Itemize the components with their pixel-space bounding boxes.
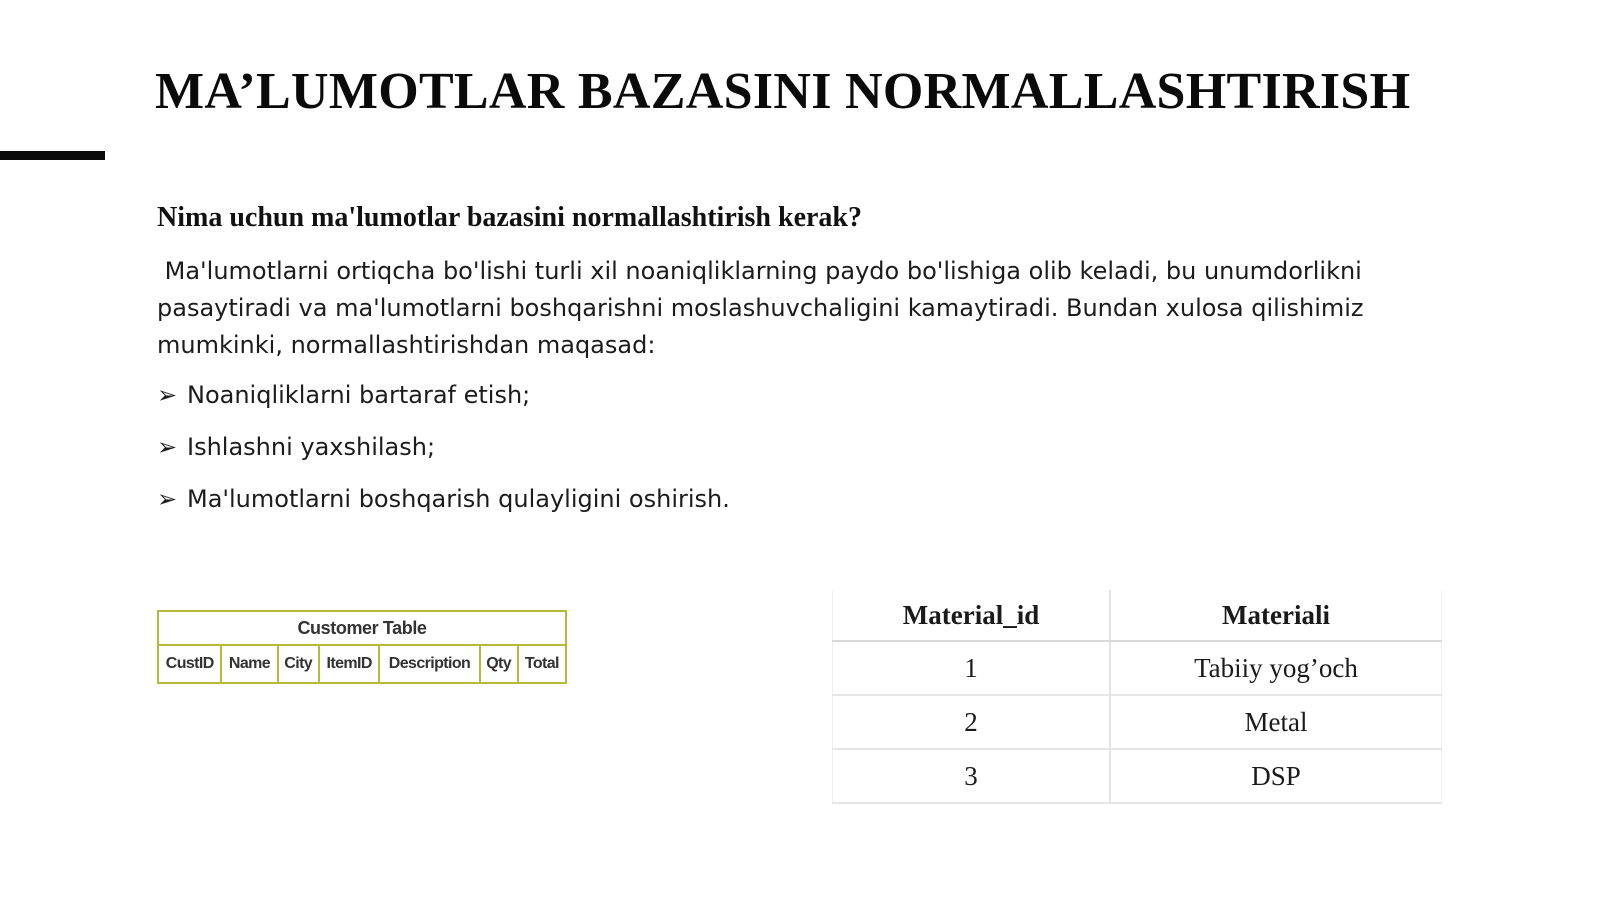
- arrow-bullet-icon: ➢: [157, 381, 178, 409]
- table-cell: Metal: [1110, 695, 1442, 749]
- column-header: Qty: [480, 645, 518, 683]
- table-cell: 1: [833, 641, 1111, 695]
- title-accent-rule: [0, 151, 105, 160]
- column-header: Name: [221, 645, 277, 683]
- table-cell: 2: [833, 695, 1111, 749]
- list-item-text: Ma'lumotlarni boshqarish qulayligini oshirish.: [187, 485, 730, 513]
- list-item: [157, 380, 730, 432]
- column-header: Description: [379, 645, 479, 683]
- list-item: [157, 484, 730, 536]
- intro-paragraph: Ma'lumotlarni ortiqcha bo'lishi turli xil noaniqliklarning paydo bo'lishiga olib keladi, bu unumdorlikni pasaytiradi va ma'lumotlarni boshqarishni moslashuvchaligini kamaytiradi. Bundan xulosa qilishimiz mumkinki, normallashtirishdan maqasad:: [157, 257, 1372, 359]
- table-header-row: [833, 590, 1442, 641]
- table-row: [833, 695, 1442, 749]
- column-header: Material_id: [833, 590, 1111, 641]
- table-row: [833, 749, 1442, 803]
- material-table: [832, 590, 1442, 804]
- table-cell: Tabiiy yog’och: [1110, 641, 1442, 695]
- list-item: [157, 432, 730, 484]
- column-header: Total: [524, 655, 559, 672]
- customer-table: [157, 610, 567, 684]
- table-row: [158, 645, 566, 683]
- slide-title: MA’LUMOTLAR BAZASINI NORMALLASHTIRISH: [155, 63, 1411, 120]
- column-header: ItemID: [319, 645, 380, 683]
- customer-table-caption: Customer Table: [158, 611, 566, 645]
- column-header: Materiali: [1110, 590, 1442, 641]
- column-header: CustID: [158, 645, 221, 683]
- table-cell: DSP: [1110, 749, 1442, 803]
- list-item-text: Noaniqliklarni bartaraf etish;: [187, 381, 531, 409]
- column-header: City: [278, 645, 319, 683]
- section-subheading: Nima uchun ma'lumotlar bazasini normallashtirish kerak?: [157, 202, 863, 233]
- arrow-bullet-icon: ➢: [157, 485, 178, 513]
- goal-list: [157, 380, 730, 536]
- list-item-text: Ishlashni yaxshilash;: [187, 433, 436, 461]
- arrow-bullet-icon: ➢: [157, 433, 178, 461]
- table-row: [833, 641, 1442, 695]
- table-cell: 3: [833, 749, 1111, 803]
